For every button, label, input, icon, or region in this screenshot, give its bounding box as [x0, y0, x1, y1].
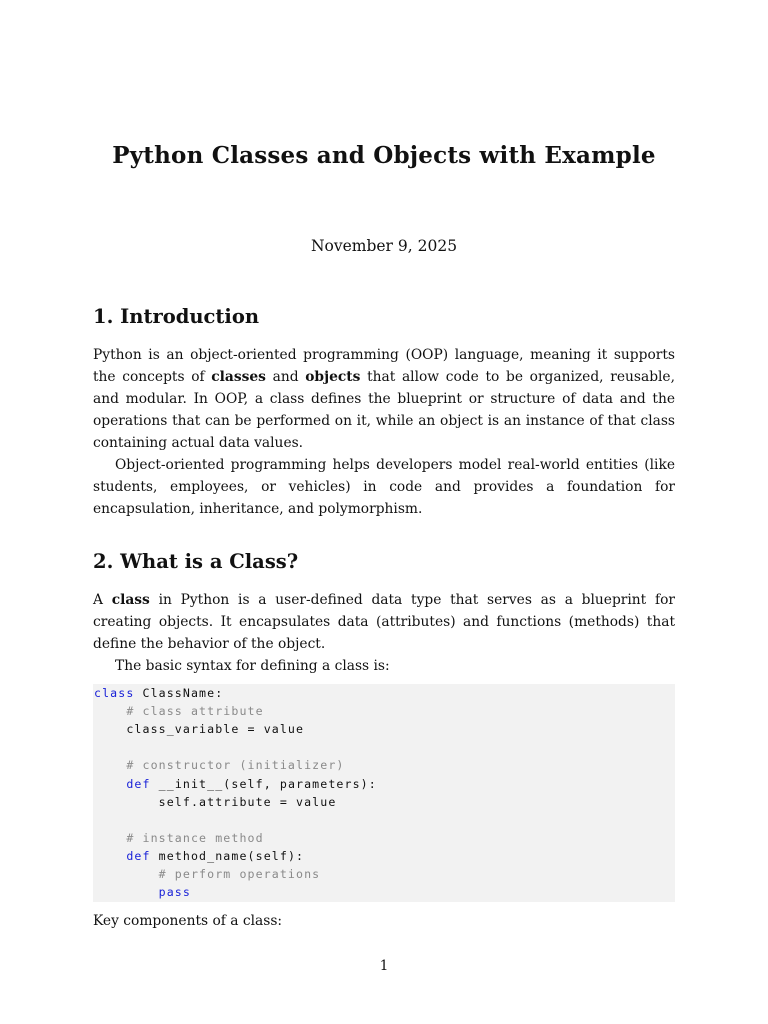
code-keyword: def [126, 776, 151, 791]
code-line [94, 885, 191, 899]
intro-text-3: that allow code to be organized, reusable, and modular. In OOP, a class defines the blueprint or structure of data and the operations that can be performed on it, while an object is an instance of that class containing actual data values. [93, 369, 675, 451]
code-text: ClassName: [134, 686, 224, 700]
code-keyword: pass [158, 885, 191, 900]
code-keyword: def [126, 848, 151, 863]
code-text: method_name(self): [150, 848, 305, 863]
code-comment: # constructor (initializer) [126, 758, 345, 773]
code-text: __init__(self, parameters): [150, 776, 377, 791]
code-line [94, 867, 320, 881]
code-text: class_variable = value [126, 722, 305, 737]
intro-paragraph-1 [93, 344, 675, 454]
section-heading-introduction: 1. Introduction [93, 305, 260, 328]
code-line [94, 758, 345, 772]
intro-text-1: Python is an object-oriented programming (OOP) language, meaning it supports the concepts of [93, 347, 675, 385]
code-comment: # class attribute [126, 704, 264, 719]
code-line [94, 704, 264, 718]
class-paragraph-1 [93, 589, 675, 655]
code-line [94, 849, 304, 863]
term-objects: objects [305, 369, 361, 385]
term-classes: classes [211, 369, 266, 385]
section-heading-what-is-class: 2. What is a Class? [93, 550, 299, 573]
code-line [94, 831, 264, 845]
page-number: 1 [379, 958, 389, 974]
code-line [94, 686, 223, 700]
document-title: Python Classes and Objects with Example [112, 142, 656, 169]
class-text-1: A [93, 592, 112, 608]
code-comment: # perform operations [158, 867, 321, 881]
code-comment: # instance method [126, 830, 264, 845]
document-date: November 9, 2025 [310, 237, 458, 255]
term-class: class [111, 592, 150, 608]
code-line [94, 722, 304, 736]
class-paragraph-2: The basic syntax for defining a class is: [115, 658, 390, 674]
code-line [94, 777, 377, 791]
intro-text-2: and [265, 369, 306, 385]
intro-paragraph-2: Object-oriented programming helps developers model real-world entities (like students, employees, or vehicles) in code and provides a foundation for encapsulation, inheritance, and polymorphism. [93, 457, 675, 517]
code-line [94, 795, 336, 809]
after-code-text: Key components of a class: [93, 913, 283, 929]
code-keyword: class [94, 686, 135, 700]
class-text-2: in Python is a user-defined data type that serves as a blueprint for creating objects. It encapsulates data (attributes) and functions (methods) that define the behavior of the object. [93, 592, 675, 652]
code-block [93, 684, 675, 902]
code-text: self.attribute = value [158, 794, 337, 809]
